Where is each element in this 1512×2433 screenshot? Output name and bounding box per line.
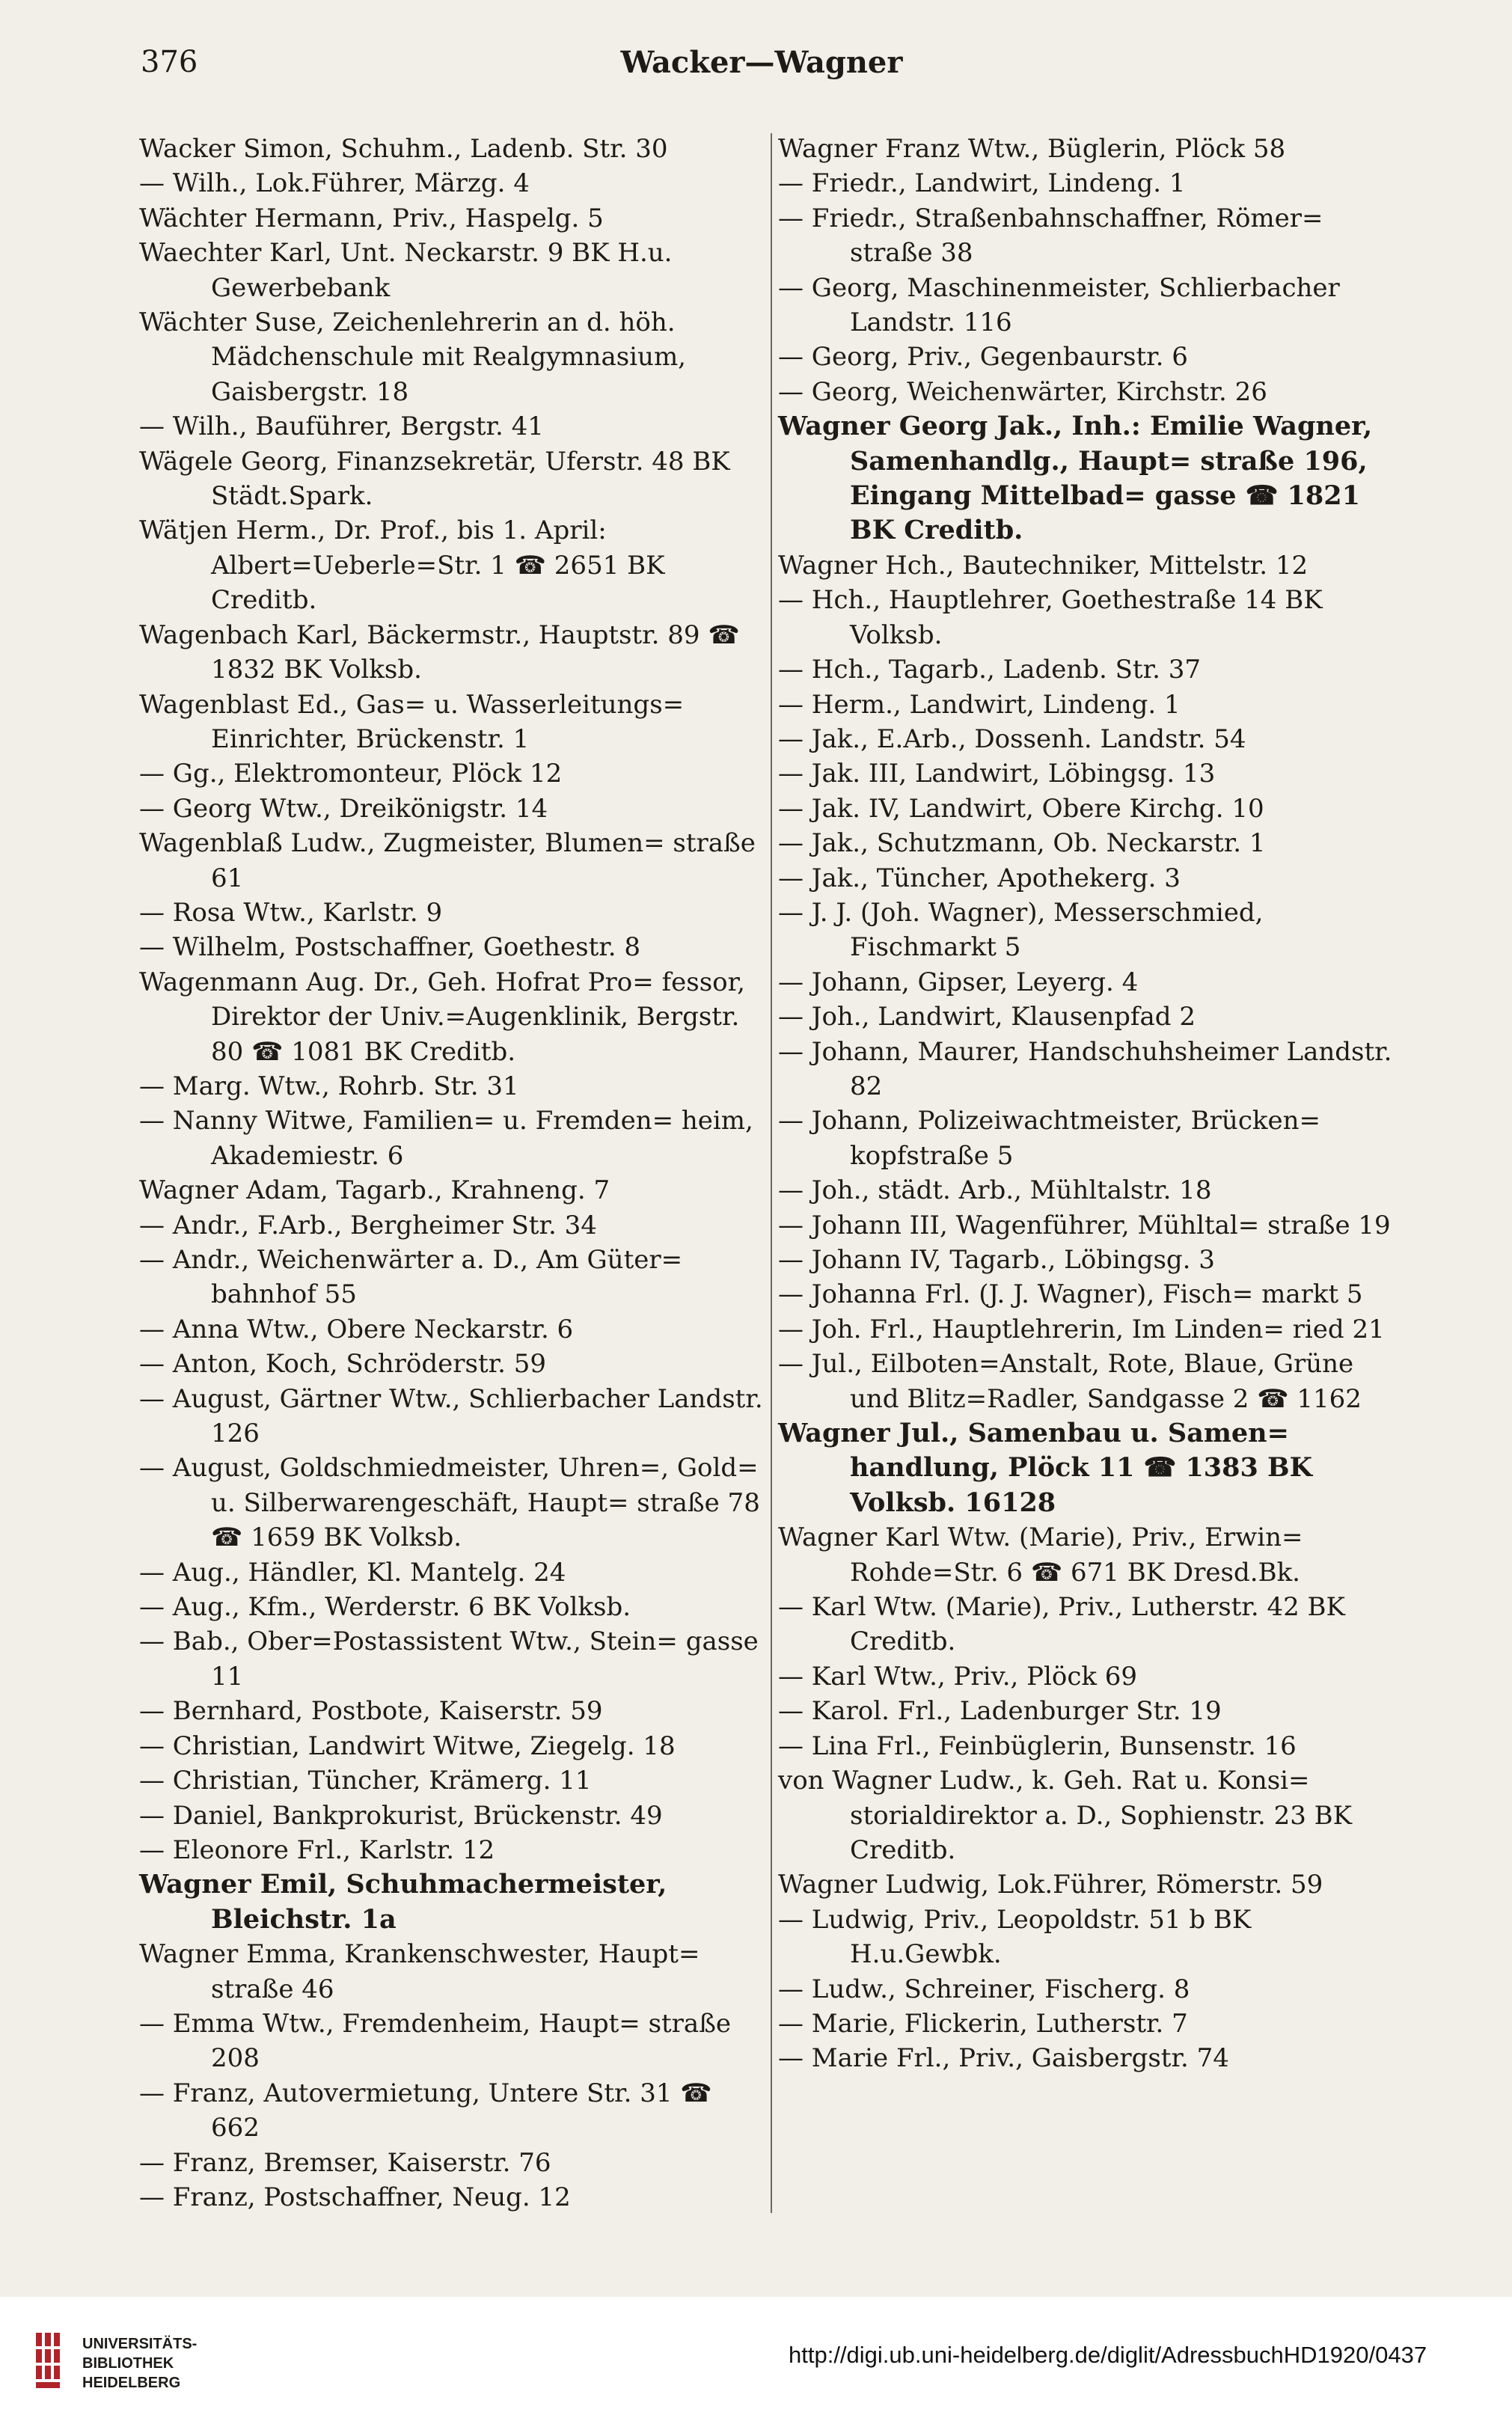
directory-entry: Wagner Adam, Tagarb., Krahneng. 7 bbox=[139, 1175, 610, 1206]
column-divider bbox=[771, 133, 772, 2213]
directory-entry: Wagenmann Aug. Dr., Geh. Hofrat Pro= fessor, Direktor der Univ.=Augenklinik, Bergstr. 80 ☎ 1081 BK Creditb. bbox=[139, 967, 753, 1067]
directory-entry: Wagner Hch., Bautechniker, Mittelstr. 12 bbox=[778, 550, 1309, 581]
directory-entry: — Wilh., Bauführer, Bergstr. 41 bbox=[139, 411, 544, 442]
directory-entry: Wagner Karl Wtw. (Marie), Priv., Erwin= Rohde=Str. 6 ☎ 671 BK Dresd.Bk. bbox=[778, 1522, 1311, 1588]
source-url-link[interactable]: http://digi.ub.uni-heidelberg.de/diglit/AdressbuchHD1920/0437 bbox=[789, 2342, 1427, 2368]
directory-entry: — Jul., Eilboten=Anstalt, Rote, Blaue, Grüne und Blitz=Radler, Sandgasse 2 ☎ 1162 bbox=[778, 1349, 1362, 1414]
directory-entry: Wägele Georg, Finanzsekretär, Uferstr. 48 BK Städt.Spark. bbox=[139, 446, 738, 512]
directory-entry: Wagner Ludwig, Lok.Führer, Römerstr. 59 bbox=[778, 1870, 1323, 1900]
directory-entry: Wagner Jul., Samenbau u. Samen= handlung, Plöck 11 ☎ 1383 BK Volksb. 16128 bbox=[778, 1418, 1322, 1518]
directory-entry: — Johann, Maurer, Handschuhsheimer Landstr. 82 bbox=[778, 1036, 1401, 1101]
directory-entry: — Marg. Wtw., Rohrb. Str. 31 bbox=[139, 1071, 519, 1101]
directory-entry: — Aug., Kfm., Werderstr. 6 BK Volksb. bbox=[139, 1592, 631, 1623]
directory-entry: von Wagner Ludw., k. Geh. Rat u. Konsi= storialdirektor a. D., Sophienstr. 23 BK Creditb. bbox=[778, 1766, 1360, 1865]
directory-entry: — Herm., Landwirt, Lindeng. 1 bbox=[778, 689, 1181, 720]
directory-entry: — Friedr., Landwirt, Lindeng. 1 bbox=[778, 168, 1186, 199]
directory-entry: — Anton, Koch, Schröderstr. 59 bbox=[139, 1349, 547, 1380]
directory-entry: — Johann, Gipser, Leyerg. 4 bbox=[778, 967, 1139, 997]
directory-entry: Wächter Hermann, Priv., Haspelg. 5 bbox=[139, 203, 604, 233]
directory-entry: — Karl Wtw., Priv., Plöck 69 bbox=[778, 1661, 1138, 1692]
directory-entry: Wagenblast Ed., Gas= u. Wasserleitungs= Einrichter, Brückenstr. 1 bbox=[139, 689, 692, 754]
directory-entry: — Daniel, Bankprokurist, Brückenstr. 49 bbox=[139, 1800, 663, 1831]
directory-entry: — Franz, Bremser, Kaiserstr. 76 bbox=[139, 2147, 551, 2178]
directory-entry: — Ludw., Schreiner, Fischerg. 8 bbox=[778, 1974, 1190, 2004]
directory-entry: Wacker Simon, Schuhm., Ladenb. Str. 30 bbox=[139, 134, 668, 164]
directory-entry: — Johanna Frl. (J. J. Wagner), Fisch= markt 5 bbox=[778, 1279, 1363, 1310]
directory-entry: Wagner Emil, Schuhmachermeister, Bleichstr. 1a bbox=[139, 1869, 676, 1935]
directory-entry: — Joh., Landwirt, Klausenpfad 2 bbox=[778, 1002, 1196, 1032]
directory-entry: — Eleonore Frl., Karlstr. 12 bbox=[139, 1834, 495, 1865]
directory-entry: — Marie, Flickerin, Lutherstr. 7 bbox=[778, 2008, 1188, 2039]
directory-entry: — Karol. Frl., Ladenburger Str. 19 bbox=[778, 1696, 1222, 1727]
directory-entry: — Jak., Tüncher, Apothekerg. 3 bbox=[778, 863, 1181, 893]
directory-entry: — Lina Frl., Feinbüglerin, Bunsenstr. 16 bbox=[778, 1730, 1297, 1761]
directory-entry: — Bab., Ober=Postassistent Wtw., Stein= gasse 11 bbox=[139, 1626, 767, 1692]
directory-entry: — Wilhelm, Postschaffner, Goethestr. 8 bbox=[139, 932, 641, 963]
directory-entry: — Hch., Tagarb., Ladenb. Str. 37 bbox=[778, 655, 1201, 685]
directory-entry: — August, Goldschmiedmeister, Uhren=, Gold= u. Silberwarengeschäft, Haupt= straße 78 ☎ 1659 BK Volksb. bbox=[139, 1453, 768, 1553]
directory-entry: — Jak., Schutzmann, Ob. Neckarstr. 1 bbox=[778, 828, 1266, 859]
directory-entry: — Rosa Wtw., Karlstr. 9 bbox=[139, 897, 443, 928]
directory-entry: Waechter Karl, Unt. Neckarstr. 9 BK H.u. Gewerbebank bbox=[139, 238, 681, 303]
directory-entry: — Wilh., Lok.Führer, Märzg. 4 bbox=[139, 168, 530, 199]
directory-entry: — Andr., F.Arb., Bergheimer Str. 34 bbox=[139, 1210, 597, 1240]
directory-entry: — Jak. IV, Landwirt, Obere Kirchg. 10 bbox=[778, 793, 1264, 824]
library-name bbox=[82, 2334, 197, 2393]
directory-entry: — Emma Wtw., Fremdenheim, Haupt= straße 208 bbox=[139, 2008, 739, 2074]
directory-entry: — Marie Frl., Priv., Gaisbergstr. 74 bbox=[778, 2043, 1229, 2074]
directory-entry: — Joh. Frl., Hauptlehrerin, Im Linden= ried 21 bbox=[778, 1314, 1385, 1344]
directory-entry: Wagner Emma, Krankenschwester, Haupt= straße 46 bbox=[139, 1939, 708, 2004]
directory-entry: — J. J. (Joh. Wagner), Messerschmied, Fischmarkt 5 bbox=[778, 897, 1272, 963]
directory-entry: — Christian, Landwirt Witwe, Ziegelg. 18 bbox=[139, 1730, 676, 1761]
directory-entry: Wagner Franz Wtw., Büglerin, Plöck 58 bbox=[778, 134, 1286, 164]
directory-entry: — Bernhard, Postbote, Kaiserstr. 59 bbox=[139, 1696, 603, 1727]
directory-entry: — Johann III, Wagenführer, Mühltal= straße 19 bbox=[778, 1210, 1391, 1240]
directory-entry: — Franz, Postschaffner, Neug. 12 bbox=[139, 2182, 571, 2212]
library-name-line: UNIVERSITÄTS- bbox=[82, 2336, 198, 2352]
directory-entry: Wächter Suse, Zeichenlehrerin an d. höh. Mädchenschule mit Realgymnasium, Gaisbergstr. 18 bbox=[139, 307, 694, 407]
directory-entry: — Andr., Weichenwärter a. D., Am Güter= bahnhof 55 bbox=[139, 1245, 691, 1310]
directory-entry: — Georg Wtw., Dreikönigstr. 14 bbox=[139, 793, 548, 824]
directory-entry: — Ludwig, Priv., Leopoldstr. 51 b BK H.u.Gewbk. bbox=[778, 1904, 1260, 1970]
page-number: 376 bbox=[141, 45, 198, 79]
left-column bbox=[139, 132, 771, 2215]
directory-entry: Wagner Georg Jak., Inh.: Emilie Wagner, Samenhandlg., Haupt= straße 196, Eingang Mittelbad= gasse ☎ 1821 BK Creditb. bbox=[778, 411, 1382, 546]
directory-entry: — Georg, Priv., Gegenbaurstr. 6 bbox=[778, 342, 1188, 373]
directory-entry: — Joh., städt. Arb., Mühltalstr. 18 bbox=[778, 1175, 1212, 1206]
directory-entry: — Franz, Autovermietung, Untere Str. 31 ☎ 662 bbox=[139, 2078, 720, 2143]
right-column bbox=[778, 132, 1407, 2076]
directory-entry: Wagenbach Karl, Bäckermstr., Hauptstr. 89 ☎ 1832 BK Volksb. bbox=[139, 619, 748, 685]
directory-entry: Wätjen Herm., Dr. Prof., bis 1. April: Albert=Ueberle=Str. 1 ☎ 2651 BK Creditb. bbox=[139, 515, 673, 616]
directory-entry: — Georg, Maschinenmeister, Schlierbacher Landstr. 116 bbox=[778, 272, 1348, 338]
directory-entry: — Christian, Tüncher, Krämerg. 11 bbox=[139, 1766, 592, 1796]
directory-entry: — Aug., Händler, Kl. Mantelg. 24 bbox=[139, 1557, 566, 1588]
library-name-line: BIBLIOTHEK bbox=[82, 2355, 174, 2372]
directory-entry: — Johann, Polizeiwachtmeister, Brücken= kopfstraße 5 bbox=[778, 1106, 1329, 1171]
university-library-logo-icon bbox=[31, 2330, 64, 2399]
running-head: Wacker—Wagner bbox=[620, 45, 903, 80]
library-name-line: HEIDELBERG bbox=[82, 2375, 181, 2391]
directory-entry: — August, Gärtner Wtw., Schlierbacher Landstr. 126 bbox=[139, 1383, 771, 1449]
directory-entry: — Hch., Hauptlehrer, Goethestraße 14 BK Volksb. bbox=[778, 585, 1331, 650]
directory-entry: Wagenblaß Ludw., Zugmeister, Blumen= straße 61 bbox=[139, 828, 764, 893]
directory-entry: — Jak. III, Landwirt, Löbingsg. 13 bbox=[778, 759, 1216, 789]
directory-entry: — Karl Wtw. (Marie), Priv., Lutherstr. 42 BK Creditb. bbox=[778, 1592, 1353, 1657]
directory-entry: — Georg, Weichenwärter, Kirchstr. 26 bbox=[778, 376, 1267, 407]
directory-entry: — Gg., Elektromonteur, Plöck 12 bbox=[139, 759, 563, 789]
directory-entry: — Friedr., Straßenbahnschaffner, Römer= straße 38 bbox=[778, 203, 1332, 269]
page-header bbox=[141, 45, 1383, 97]
footer bbox=[0, 2297, 1512, 2433]
directory-entry: — Johann IV, Tagarb., Löbingsg. 3 bbox=[778, 1245, 1215, 1275]
directory-entry: — Jak., E.Arb., Dossenh. Landstr. 54 bbox=[778, 723, 1246, 754]
directory-entry: — Nanny Witwe, Familien= u. Fremden= heim, Akademiestr. 6 bbox=[139, 1106, 762, 1171]
directory-entry: — Anna Wtw., Obere Neckarstr. 6 bbox=[139, 1314, 574, 1344]
